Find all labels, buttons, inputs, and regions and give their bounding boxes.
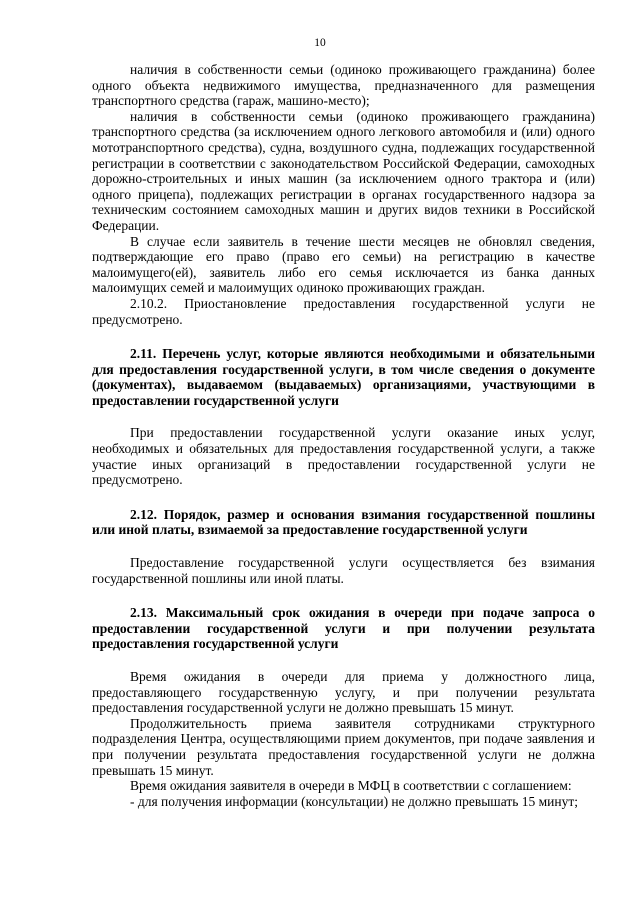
list-item-consultation: - для получения информации (консультации) не должно превышать 15 минут;	[130, 793, 579, 809]
page-number: 10	[314, 37, 326, 49]
paragraph-mfc-waiting: Время ожидания заявителя в очереди в МФЦ в соответствии с соглашением:	[130, 778, 572, 794]
paragraph-reception-duration: Продолжительность приема заявителя сотрудниками структурного подразделения Центра, осуществляющими прием документов, при подаче заявления и при получении результата предоставления государственной услуги не должна превышать 15 минут.	[92, 715, 595, 778]
section-heading-2-11: 2.11. Перечень услуг, которые являются необходимыми и обязательными для предоставления государственной услуги, в том числе сведения о документе (документах), выдаваемом (выдаваемых) организациями, участвующими в предоставлении государственной услуги	[92, 346, 595, 408]
paragraph-other-services: При предоставлении государственной услуги оказание иных услуг, необходимых и обязательных для предоставления государственной услуги, а также участие иных организаций в предоставлении государственной услуги не предусмотрено.	[92, 425, 595, 488]
section-heading-2-12: 2.12. Порядок, размер и основания взимания государственной пошлины или иной платы, взимаемой за предоставление государственной услуги	[92, 506, 595, 538]
paragraph-waiting-time: Время ожидания в очереди для приема у должностного лица, предоставляющего государственную услугу, и при получении результата предоставления государственной услуги не должно превышать 15 минут.	[92, 669, 595, 716]
paragraph-exclusion: В случае если заявитель в течение шести месяцев не обновлял сведения, подтверждающие его право (право его семьи) на регистрацию в качестве малоимущего(ей), заявитель либо его семья исключается из банка данных малоимущих семей и малоимущих одиноко проживающих граждан.	[92, 233, 595, 296]
paragraph-garage: наличия в собственности семьи (одиноко проживающего гражданина) более одного объекта недвижимого имущества, предназначенного для размещения транспортного средства (гараж, машино-место);	[92, 62, 595, 109]
paragraph-vehicles: наличия в собственности семьи (одиноко проживающего гражданина) транспортного средства (за исключением одного легкового автомобиля и (или) одного мототранспортного средства), судна, воздушного судна, подлежащих государственной регистрации в соответствии с законодательством Российской Федерации, самоходных дорожно-строительных и иных машин (за исключением одного трактора и (или) одного прицепа), подлежащих регистрации в органах государственного надзора за техническим состоянием самоходных машин и других видов техники в Российской Федерации.	[92, 108, 595, 233]
section-heading-2-13: 2.13. Максимальный срок ожидания в очереди при подаче запроса о предоставлении государственной услуги и при получении результата предоставления государственной услуги	[92, 605, 595, 652]
paragraph-no-fee: Предоставление государственной услуги осуществляется без взимания государственной пошлины или иной платы.	[92, 555, 595, 586]
paragraph-suspension: 2.10.2. Приостановление предоставления государственной услуги не предусмотрено.	[92, 295, 595, 327]
document-body	[92, 62, 595, 809]
